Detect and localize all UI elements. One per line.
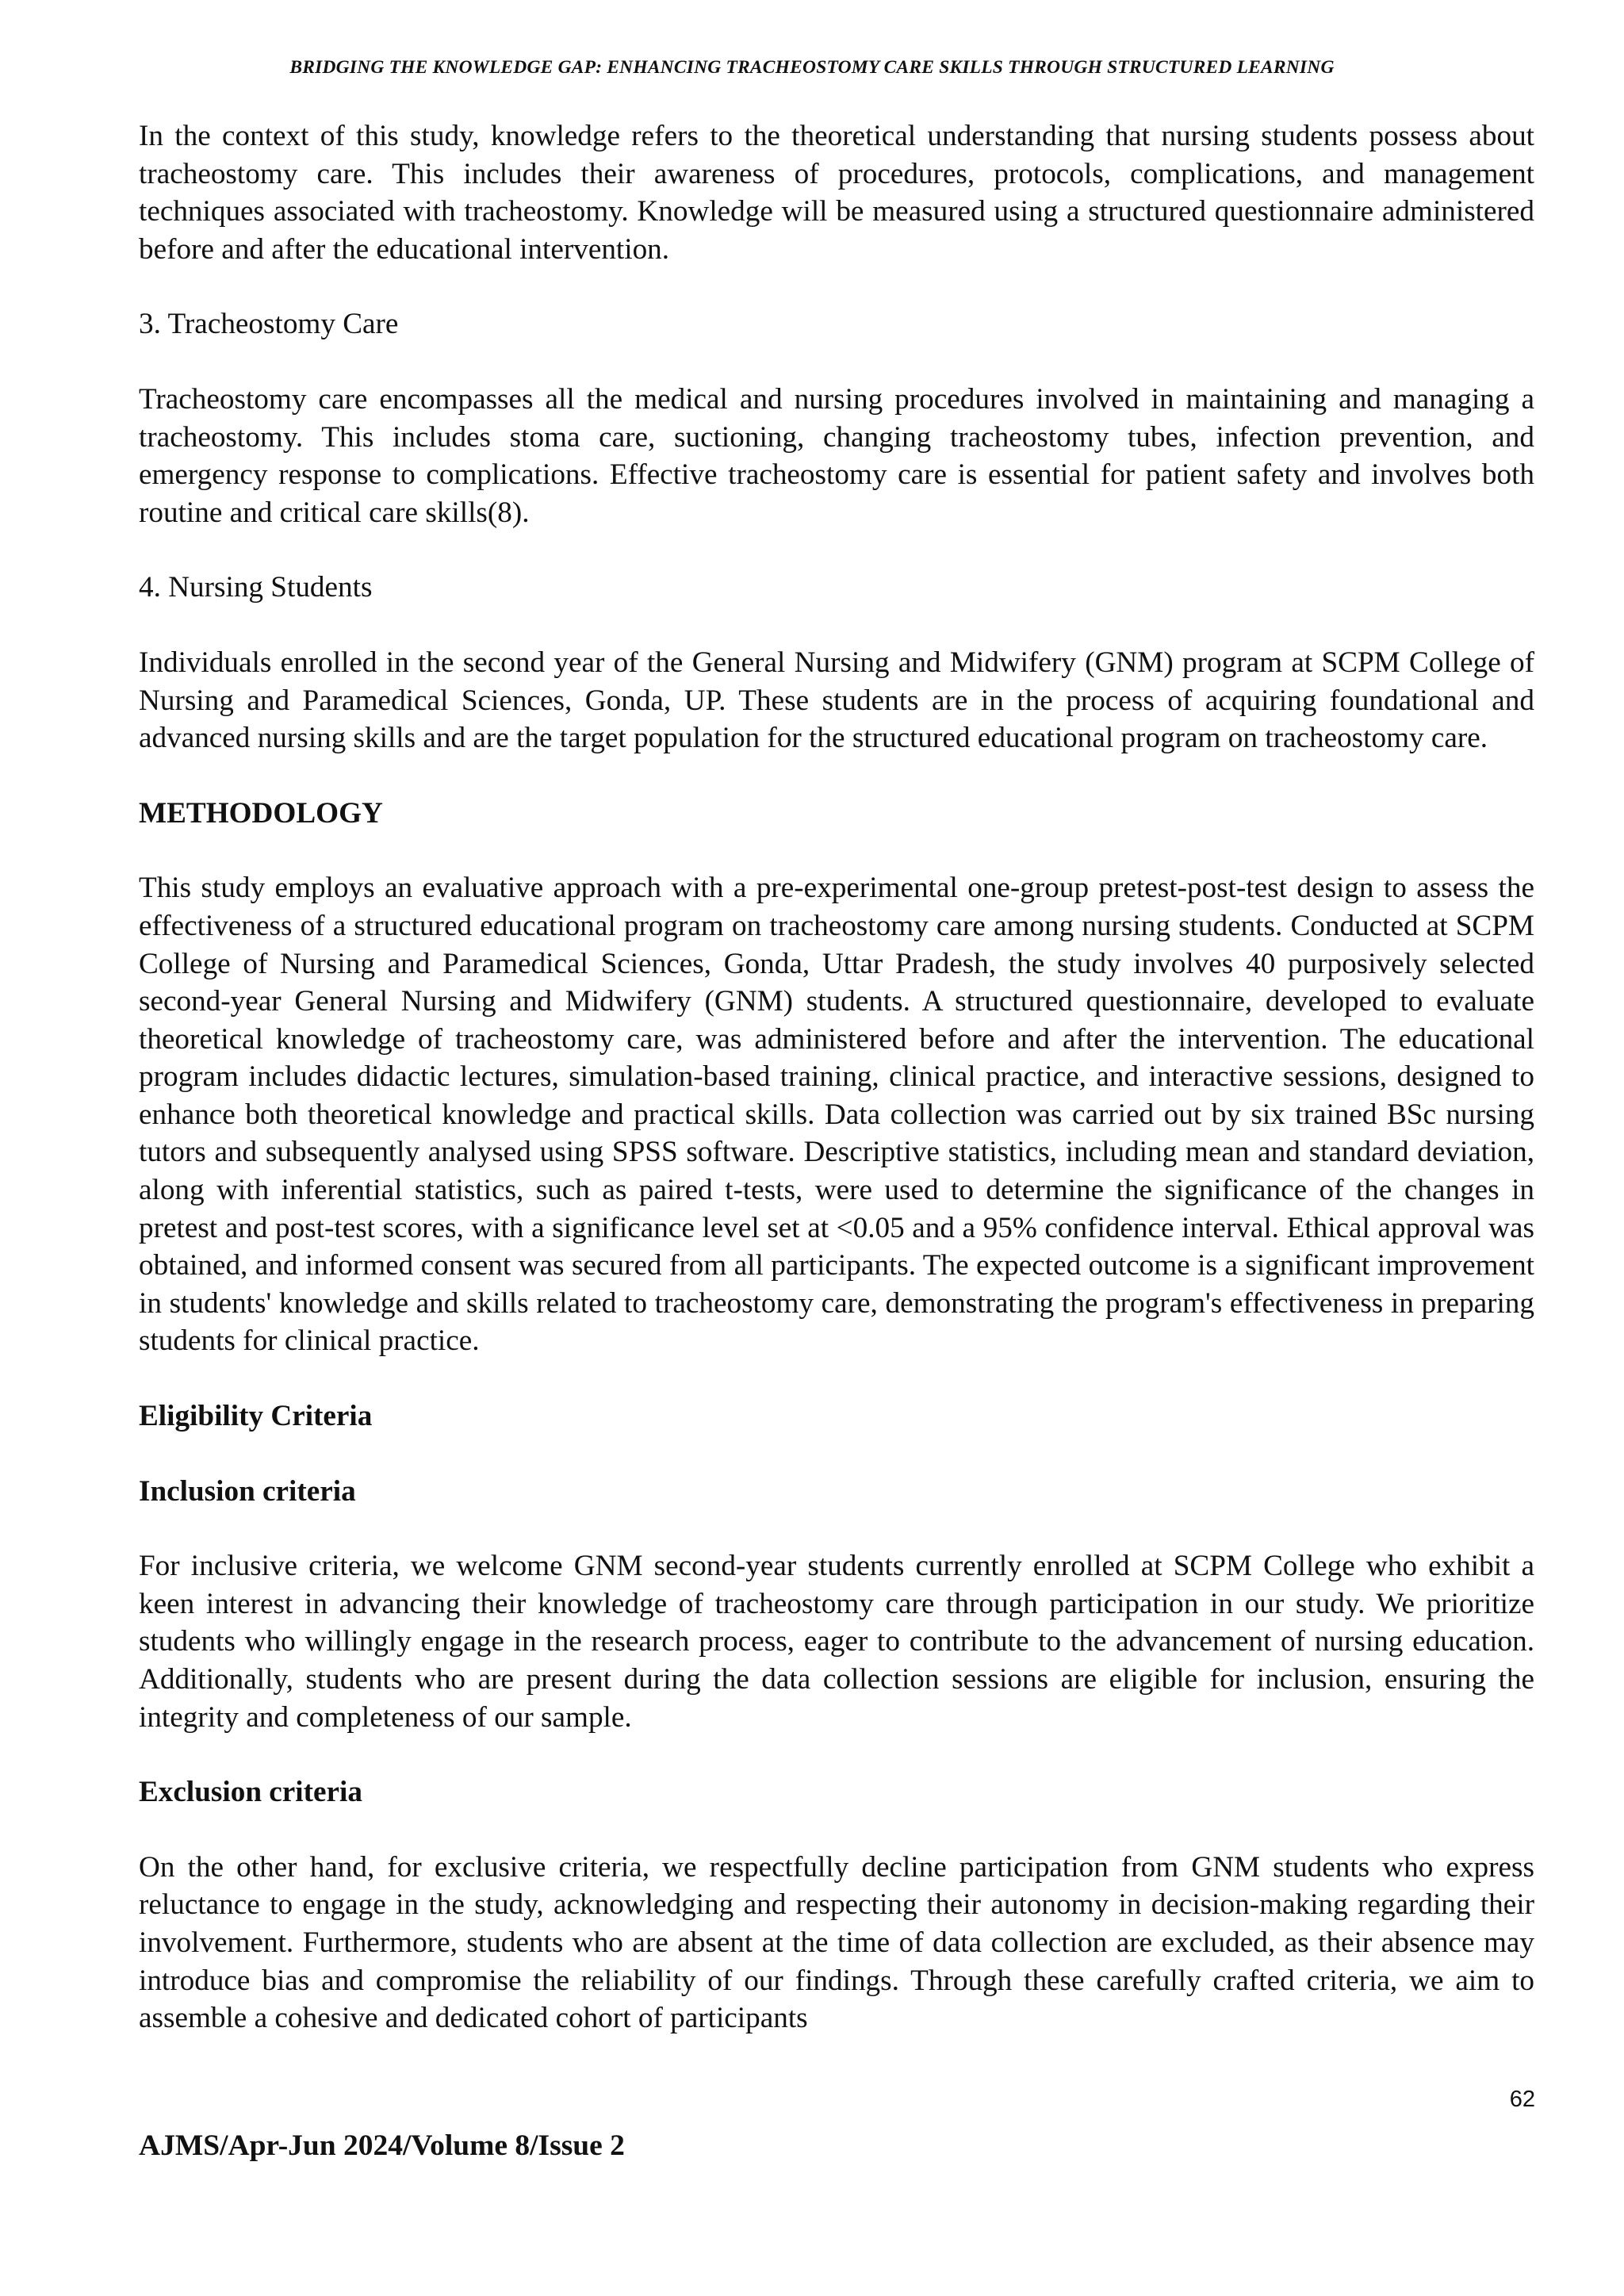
methodology-heading: METHODOLOGY <box>139 796 383 830</box>
exclusion-criteria-heading: Exclusion criteria <box>139 1776 362 1809</box>
nursing-students-heading: 4. Nursing Students <box>139 571 373 604</box>
methodology-paragraph: This study employs an evaluative approach with a pre-experimental one-group pretest-post-test design to assess the effectiveness of a structured educational program on tracheostomy care among nursing students. Conducted at SCPM College of Nursing and Paramedical Sciences, Gonda, Uttar Pradesh, the study involves 40 purposively selected second-year General Nursing and Midwifery (GNM) students. A structured questionnaire, developed to evaluate theoretical knowledge of tracheostomy care, was administered before and after the intervention. The educational program includes didactic lectures, simulation-based training, clinical practice, and interactive sessions, designed to enhance both theoretical knowledge and practical skills. Data collection was carried out by six trained BSc nursing tutors and subsequently analysed using SPSS software. Descriptive statistics, including mean and standard deviation, along with inferential statistics, such as paired t-tests, were used to determine the significance of the changes in pretest and post-test scores, with a significance level set at <0.05 and a 95% confidence interval. Ethical approval was obtained, and informed consent was secured from all participants. The expected outcome is a significant improvement in students' knowledge and skills related to tracheostomy care, demonstrating the program's effectiveness in preparing students for clinical practice. <box>139 872 1534 1358</box>
exclusion-criteria-paragraph: On the other hand, for exclusive criteria, we respectfully decline participation from GNM students who express reluctance to engage in the study, acknowledging and respecting their autonomy in decision-making regarding their involvement. Furthermore, students who are absent at the time of data collection are excluded, as their absence may introduce bias and compromise the reliability of our findings. Through these carefully crafted criteria, we aim to assemble a cohesive and dedicated cohort of participants <box>139 1850 1534 2035</box>
journal-citation-footer: AJMS/Apr-Jun 2024/Volume 8/Issue 2 <box>139 2129 625 2162</box>
running-header: BRIDGING THE KNOWLEDGE GAP: ENHANCING TRACHEOSTOMY CARE SKILLS THROUGH STRUCTURED LEARNING <box>289 57 1335 78</box>
inclusion-criteria-paragraph: For inclusive criteria, we welcome GNM second-year students currently enrolled at SCPM College who exhibit a keen interest in advancing their knowledge of tracheostomy care through participation in our study. We prioritize students who willingly engage in the research process, eager to contribute to the advancement of nursing education. Additionally, students who are present during the data collection sessions are eligible for inclusion, ensuring the integrity and completeness of our sample. <box>139 1550 1534 1734</box>
tracheostomy-care-paragraph: Tracheostomy care encompasses all the medical and nursing procedures involved in maintaining and managing a tracheostomy. This includes stoma care, suctioning, changing tracheostomy tubes, infection prevention, and emergency response to complications. Effective tracheostomy care is essential for patient safety and involves both routine and critical care skills(8). <box>139 382 1534 529</box>
inclusion-criteria-heading: Inclusion criteria <box>139 1474 356 1508</box>
nursing-students-paragraph: Individuals enrolled in the second year of the General Nursing and Midwifery (GNM) program at SCPM College of Nursing and Paramedical Sciences, Gonda, UP. These students are in the process of acquiring foundational and advanced nursing skills and are the target population for the structured educational program on tracheostomy care. <box>139 646 1534 755</box>
knowledge-definition-paragraph: In the context of this study, knowledge refers to the theoretical understanding that nursing students possess about tracheostomy care. This includes their awareness of procedures, protocols, complications, and management techniques associated with tracheostomy. Knowledge will be measured using a structured questionnaire administered before and after the educational intervention. <box>139 120 1534 266</box>
page-number: 62 <box>1509 2087 1535 2112</box>
article-body <box>139 117 1534 2075</box>
eligibility-criteria-heading: Eligibility Criteria <box>139 1400 373 1433</box>
tracheostomy-care-heading: 3. Tracheostomy Care <box>139 308 399 341</box>
